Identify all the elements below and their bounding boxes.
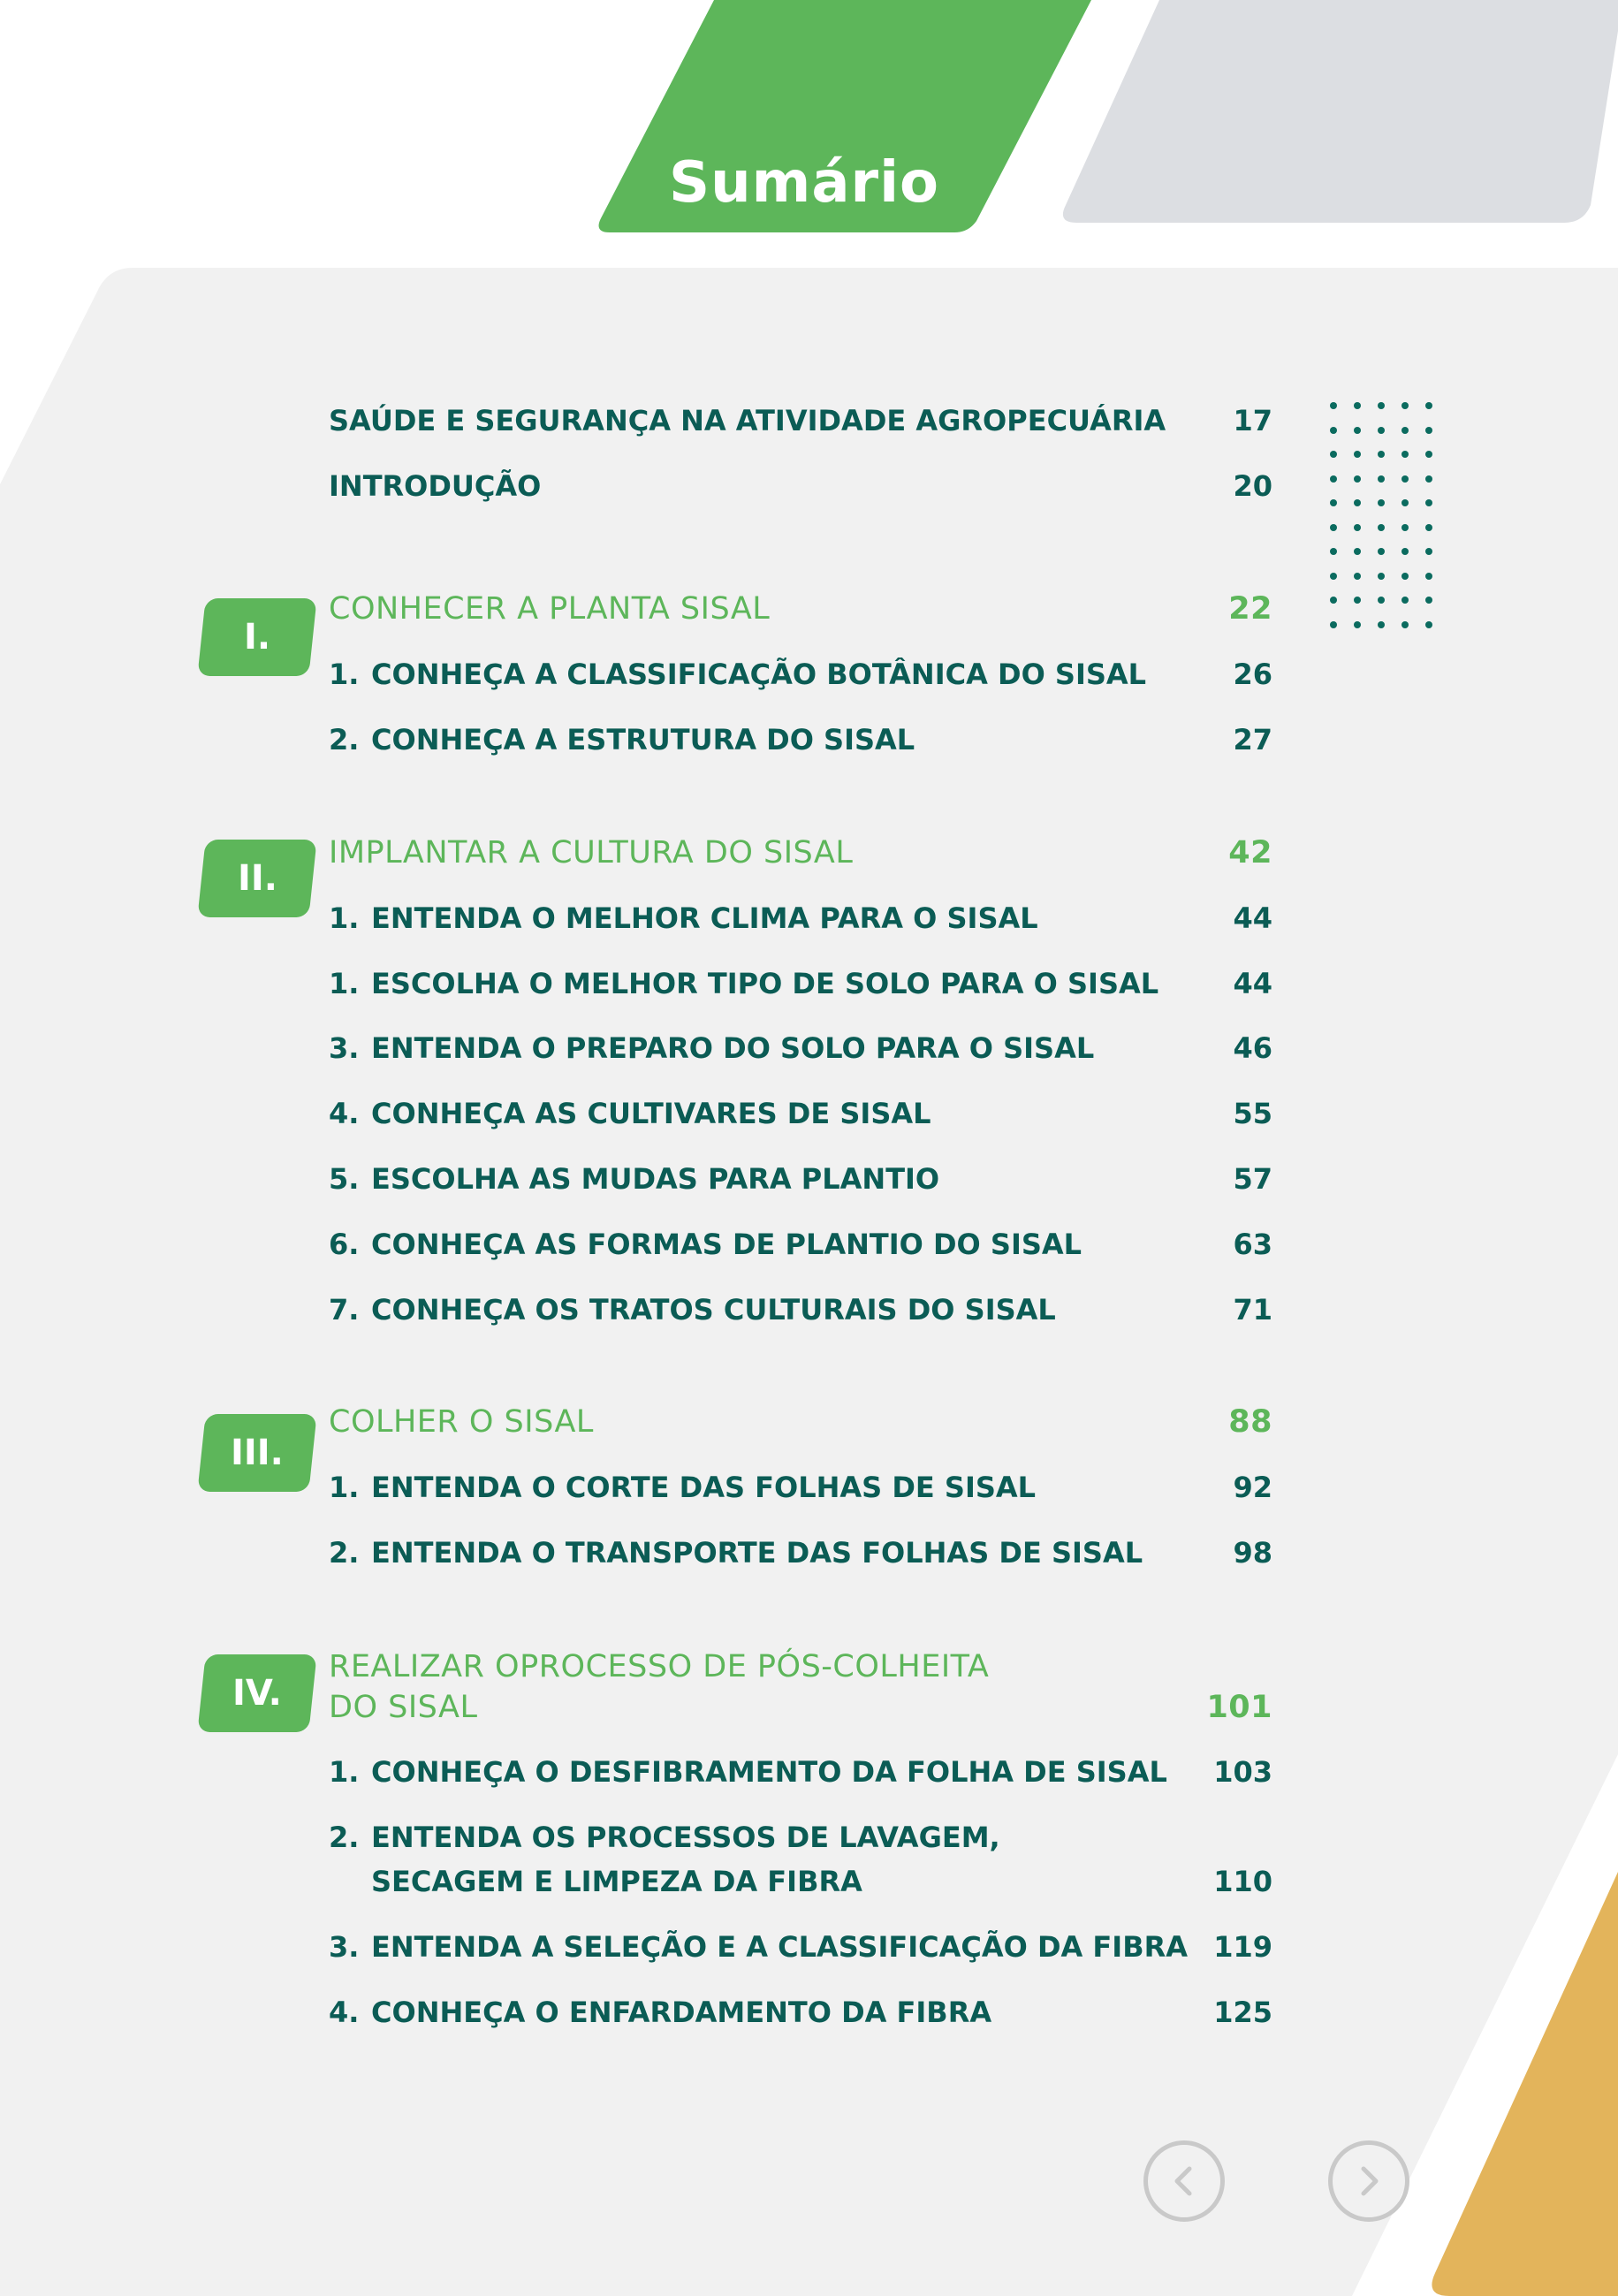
toc-item-page: 98	[1233, 1536, 1272, 1570]
chevron-right-icon	[1351, 2163, 1386, 2199]
dot-grid-decoration	[1330, 402, 1432, 628]
toc-entry-introducao[interactable]	[329, 467, 1272, 516]
section-title-page: 22	[1228, 591, 1272, 627]
section-badge-iii: III.	[197, 1414, 316, 1492]
toc-item[interactable]	[329, 1927, 1272, 1977]
toc-entry-label: INTRODUÇÃO	[329, 469, 542, 503]
toc-item-page: 27	[1233, 723, 1272, 756]
gray-banner	[1063, 0, 1618, 223]
chevron-left-icon	[1166, 2163, 1202, 2199]
toc-item-page: 26	[1233, 658, 1272, 691]
section-title-ii[interactable]	[329, 832, 1272, 882]
section-title-label: DO SISAL	[329, 1690, 478, 1725]
toc-item-page: 103	[1213, 1755, 1272, 1789]
section-title-label: IMPLANTAR A CULTURA DO SISAL	[329, 835, 854, 871]
toc-item-page: 125	[1213, 1996, 1272, 2029]
section-title-page: 88	[1228, 1404, 1272, 1440]
toc-item-number: 4.	[329, 1097, 360, 1130]
toc-item-page: 71	[1233, 1293, 1272, 1327]
section-title-iii[interactable]	[329, 1402, 1272, 1451]
toc-item-page: 55	[1233, 1097, 1272, 1130]
toc-item-label: ENTENDA O PREPARO DO SOLO PARA O SISAL	[371, 1031, 1095, 1065]
toc-item[interactable]	[329, 1029, 1272, 1078]
toc-item-label: ENTENDA O TRANSPORTE DAS FOLHAS DE SISAL	[371, 1536, 1143, 1570]
toc-item-number: 2.	[329, 1821, 360, 1854]
toc-item-label: CONHEÇA A CLASSIFICAÇÃO BOTÂNICA DO SISAL	[371, 658, 1147, 691]
toc-item[interactable]	[329, 655, 1272, 704]
section-badge-i: I.	[197, 598, 316, 676]
section-title-iv[interactable]	[329, 1646, 1272, 1737]
section-badge-iv: IV.	[197, 1654, 316, 1732]
toc-item[interactable]	[329, 1290, 1272, 1340]
toc-item-number: 3.	[329, 1930, 360, 1964]
toc-item-number: 4.	[329, 1996, 360, 2029]
toc-item[interactable]	[329, 1159, 1272, 1209]
toc-item-label: CONHEÇA OS TRATOS CULTURAIS DO SISAL	[371, 1293, 1056, 1327]
toc-item-label: CONHEÇA AS CULTIVARES DE SISAL	[371, 1097, 931, 1130]
section-title-label: CONHECER A PLANTA SISAL	[329, 591, 771, 627]
section-title-i[interactable]	[329, 589, 1272, 638]
toc-item-number: 1.	[329, 967, 360, 1000]
toc-item[interactable]	[329, 1993, 1272, 2042]
page-title: Sumário	[669, 150, 939, 216]
toc-item-label: CONHEÇA O ENFARDAMENTO DA FIBRA	[371, 1996, 992, 2029]
toc-item[interactable]	[329, 1752, 1272, 1802]
toc-item-page: 92	[1233, 1471, 1272, 1504]
toc-item[interactable]	[329, 899, 1272, 948]
toc-item-number: 1.	[329, 1755, 360, 1789]
toc-item-page: 46	[1233, 1031, 1272, 1065]
section-title-label: REALIZAR OPROCESSO DE PÓS-COLHEITA	[329, 1649, 990, 1684]
toc-entry-page: 20	[1233, 469, 1272, 503]
toc-item-page: 110	[1213, 1865, 1272, 1898]
toc-item-number: 2.	[329, 723, 360, 756]
toc-item-label: ENTENDA O MELHOR CLIMA PARA O SISAL	[371, 901, 1038, 935]
toc-item-label: SECAGEM E LIMPEZA DA FIBRA	[371, 1865, 862, 1898]
toc-item-number: 1.	[329, 658, 360, 691]
toc-item-number: 1.	[329, 901, 360, 935]
toc-item[interactable]	[329, 1225, 1272, 1274]
toc-item-label: ESCOLHA AS MUDAS PARA PLANTIO	[371, 1162, 940, 1196]
toc-item-label: ENTENDA OS PROCESSOS DE LAVAGEM,	[371, 1821, 1000, 1854]
toc-item-number: 7.	[329, 1293, 360, 1327]
toc-item-page: 63	[1233, 1228, 1272, 1261]
toc-item[interactable]	[329, 1094, 1272, 1144]
section-title-page: 42	[1228, 835, 1272, 871]
toc-item-label: CONHEÇA AS FORMAS DE PLANTIO DO SISAL	[371, 1228, 1082, 1261]
toc-item-page: 44	[1233, 901, 1272, 935]
toc-item-number: 1.	[329, 1471, 360, 1504]
section-title-page: 101	[1206, 1690, 1272, 1725]
toc-item[interactable]	[329, 1818, 1272, 1908]
toc-item-page: 57	[1233, 1162, 1272, 1196]
toc-entry-page: 17	[1233, 404, 1272, 437]
toc-item-number: 6.	[329, 1228, 360, 1261]
toc-entry-label: SAÚDE E SEGURANÇA NA ATIVIDADE AGROPECUÁRIA	[329, 404, 1166, 437]
section-title-label: COLHER O SISAL	[329, 1404, 594, 1440]
toc-item-page: 44	[1233, 967, 1272, 1000]
toc-item-label: CONHEÇA O DESFIBRAMENTO DA FOLHA DE SISAL	[371, 1755, 1167, 1789]
toc-item-label: CONHEÇA A ESTRUTURA DO SISAL	[371, 723, 915, 756]
toc-item-label: ESCOLHA O MELHOR TIPO DE SOLO PARA O SISAL	[371, 967, 1159, 1000]
toc-item-number: 5.	[329, 1162, 360, 1196]
section-badge-ii: II.	[197, 840, 316, 917]
toc-item[interactable]	[329, 964, 1272, 1014]
toc-item-label: ENTENDA O CORTE DAS FOLHAS DE SISAL	[371, 1471, 1037, 1504]
toc-item[interactable]	[329, 1533, 1272, 1583]
toc-item-label: ENTENDA A SELEÇÃO E A CLASSIFICAÇÃO DA FIBRA	[371, 1930, 1188, 1964]
previous-page-button[interactable]	[1143, 2140, 1225, 2222]
toc-entry-saude[interactable]	[329, 401, 1272, 451]
toc-item-number: 2.	[329, 1536, 360, 1570]
toc-item[interactable]	[329, 720, 1272, 770]
next-page-button[interactable]	[1328, 2140, 1409, 2222]
toc-item-number: 3.	[329, 1031, 360, 1065]
toc-item[interactable]	[329, 1468, 1272, 1517]
toc-item-page: 119	[1213, 1930, 1272, 1964]
